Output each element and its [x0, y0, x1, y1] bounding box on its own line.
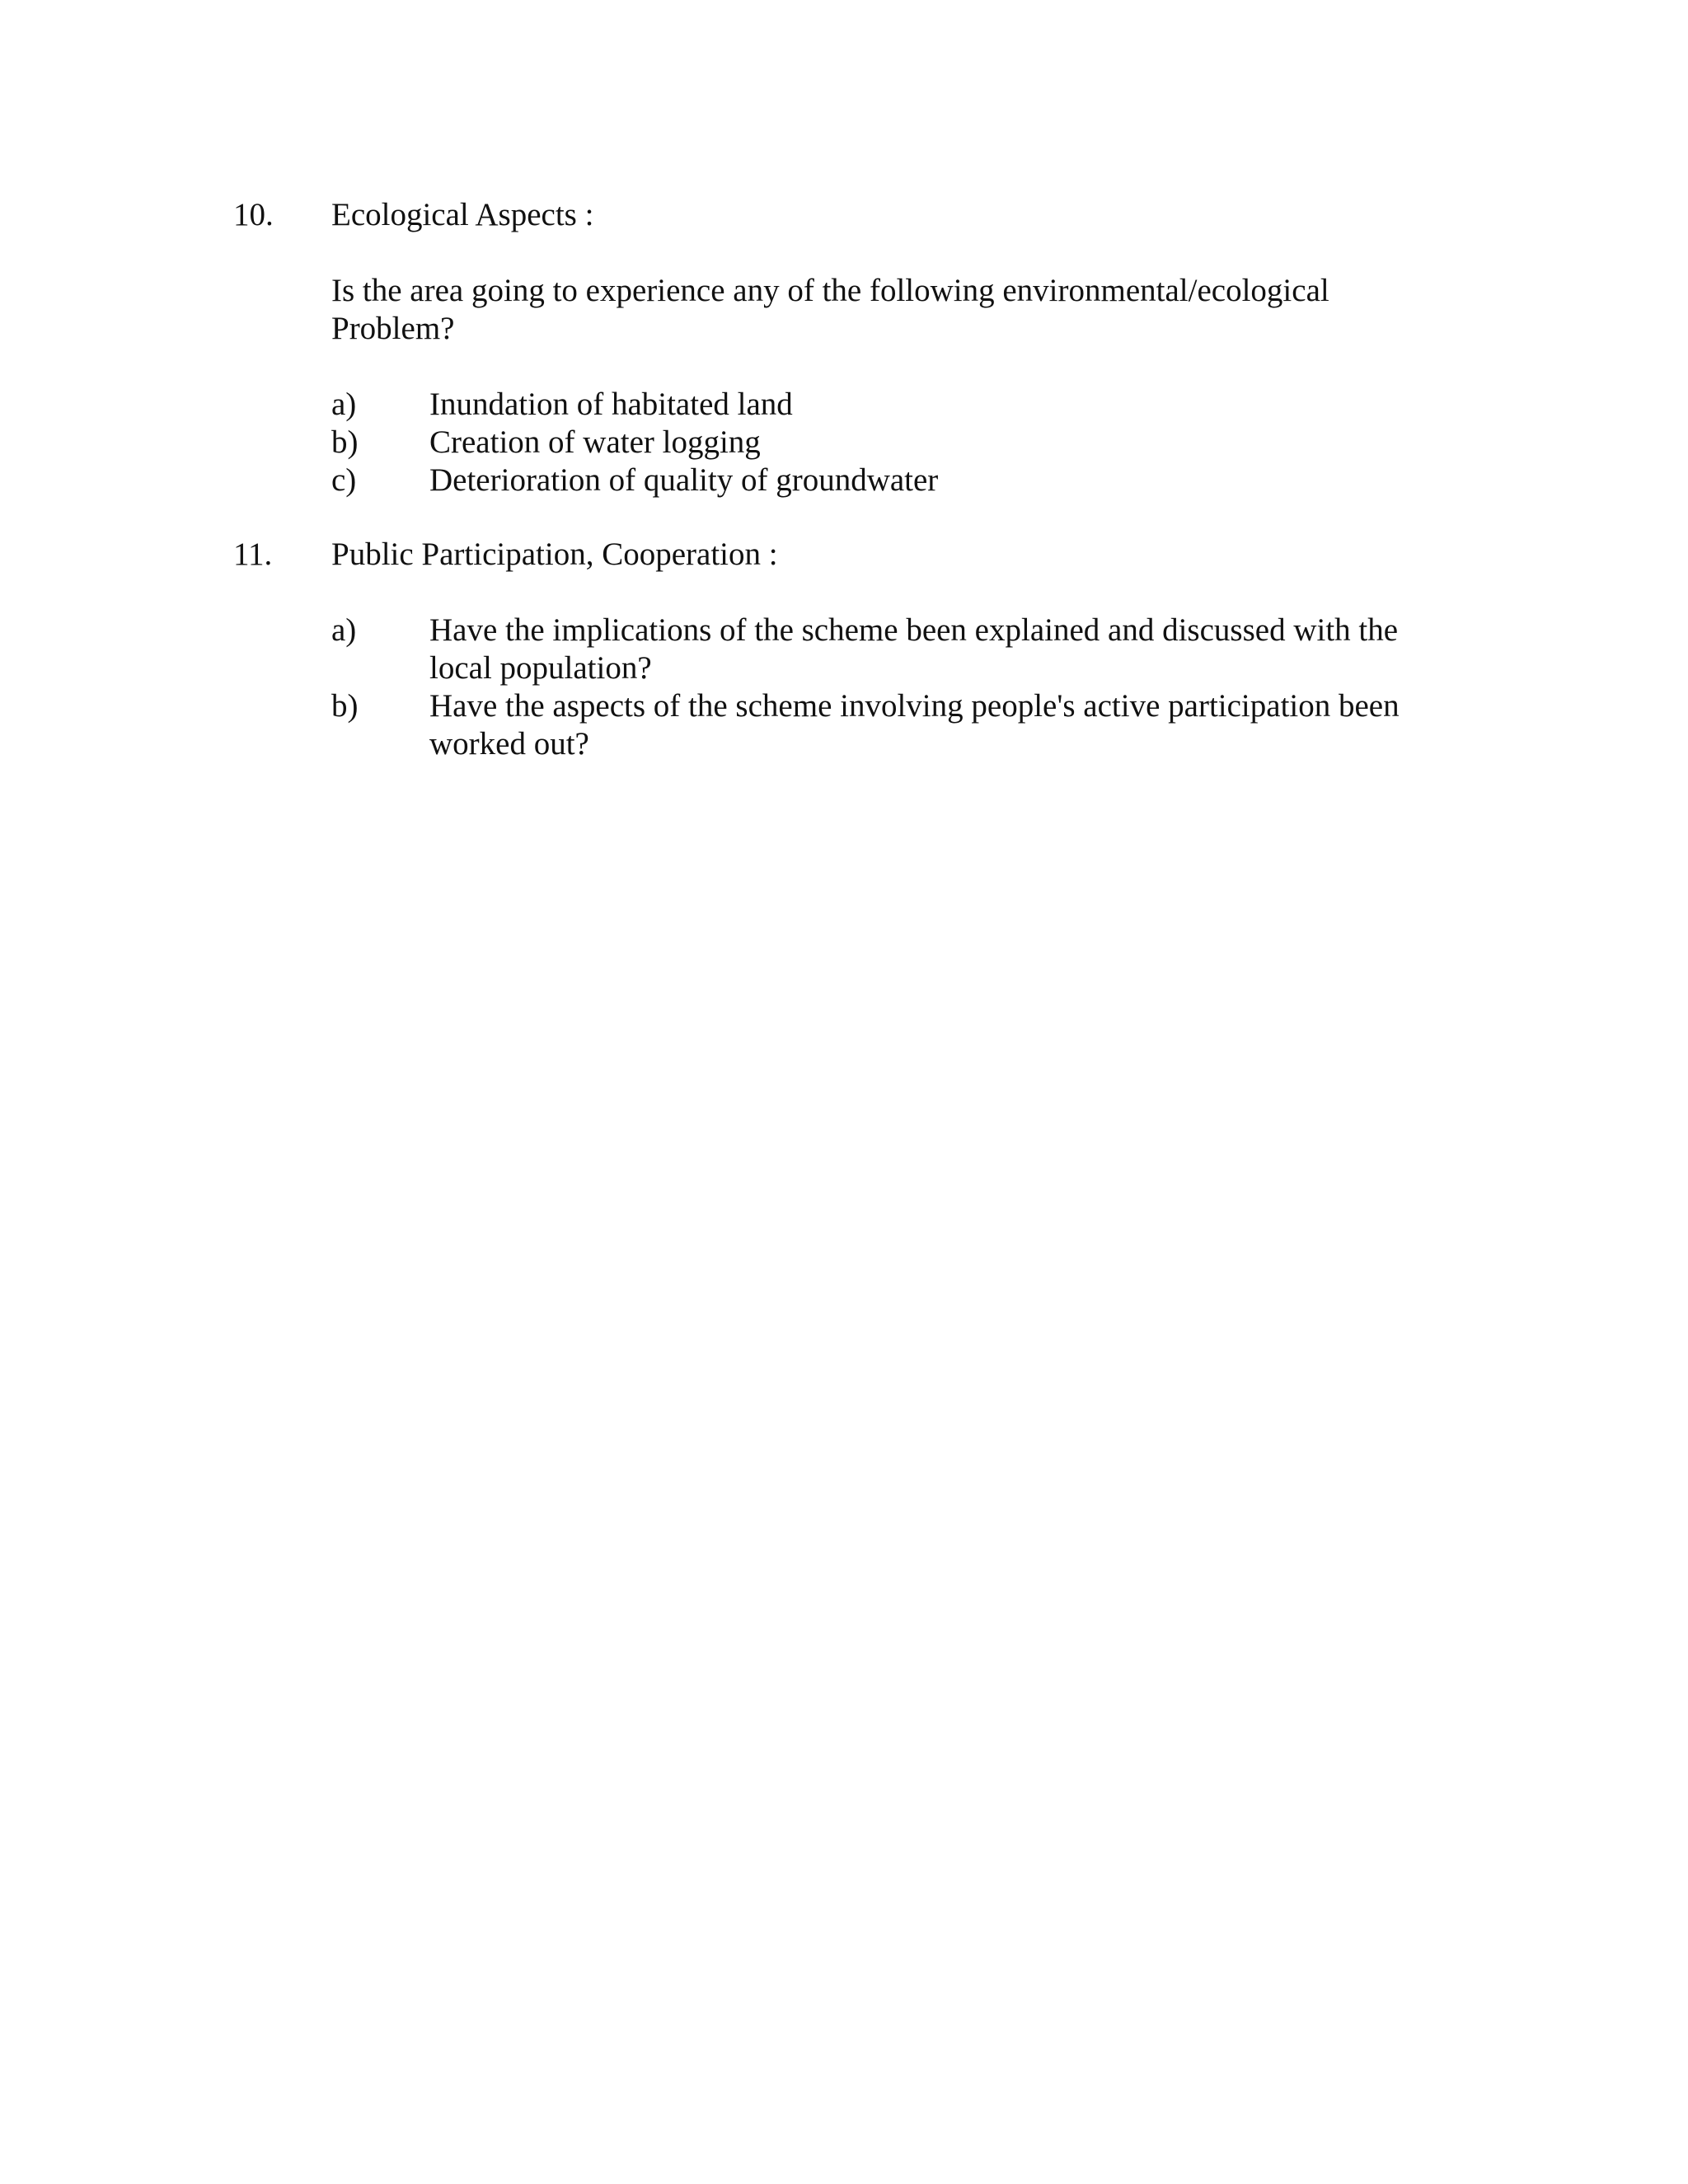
- item-text: Deterioration of quality of groundwater: [429, 462, 939, 498]
- section-public-participation: [233, 536, 1445, 763]
- section-heading: [233, 536, 1445, 574]
- item-text: Inundation of habitated land: [429, 387, 793, 422]
- item-label: a): [331, 612, 357, 648]
- item-list: [331, 386, 1445, 499]
- section-number: 11.: [233, 537, 273, 572]
- section-heading: [233, 196, 1445, 234]
- section-body: [331, 612, 1445, 763]
- section-body: [331, 272, 1445, 499]
- list-item: [331, 687, 1445, 763]
- item-label: b): [331, 688, 359, 724]
- item-label: b): [331, 424, 359, 460]
- section-question: Is the area going to experience any of the following environmental/ecological Problem?: [331, 273, 1329, 346]
- section-number: 10.: [233, 197, 274, 232]
- list-item: [331, 424, 1445, 462]
- item-label: a): [331, 387, 357, 422]
- section-ecological-aspects: [233, 196, 1445, 499]
- list-item: [331, 462, 1445, 499]
- item-text: Creation of water logging: [429, 424, 761, 460]
- item-text: Have the implications of the scheme been explained and discussed with the local population?: [429, 612, 1399, 686]
- section-title: Public Participation, Cooperation :: [331, 537, 778, 572]
- list-item: [331, 386, 1445, 424]
- list-item: [331, 612, 1445, 687]
- item-label: c): [331, 462, 357, 498]
- section-title: Ecological Aspects :: [331, 197, 594, 232]
- item-list: [331, 612, 1445, 763]
- item-text: Have the aspects of the scheme involving people's active participation been worked out?: [429, 688, 1400, 762]
